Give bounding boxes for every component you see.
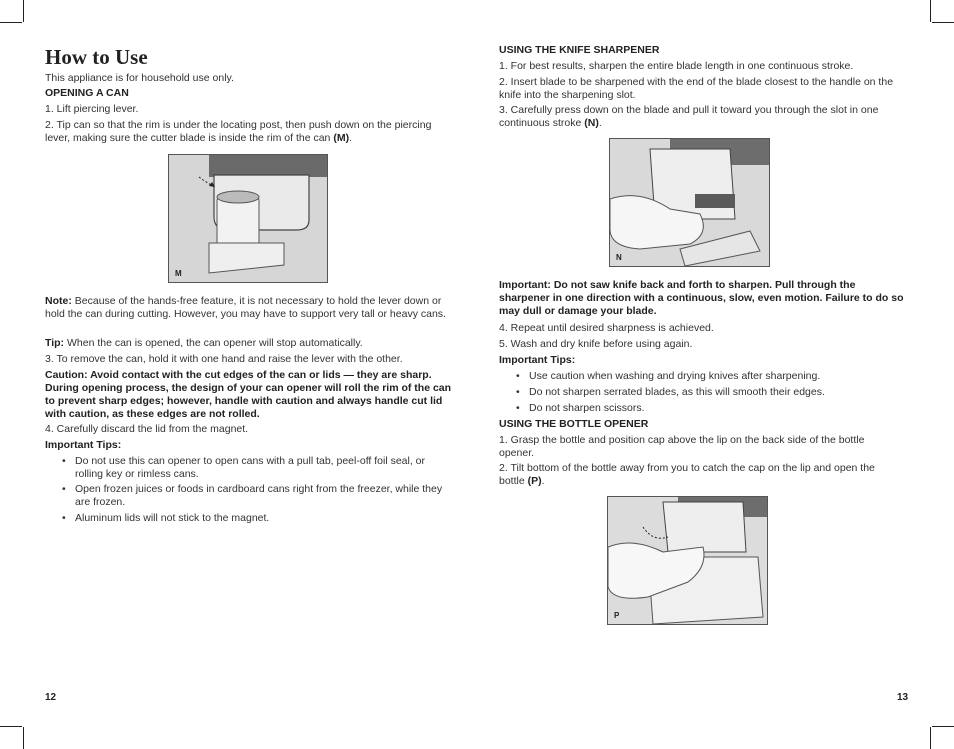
bottle-step-2: 2. Tilt bottom of the bottle away from you to catch the cap on the lip and open the bottle (P).	[499, 462, 875, 487]
tip-item: • Do not sharpen serrated blades, as this will smooth their edges.	[516, 386, 825, 398]
figure-ref-m: (M)	[333, 132, 350, 144]
crop-mark	[23, 727, 24, 749]
note	[45, 295, 455, 321]
figure-ref-p: (P)	[527, 475, 542, 487]
sharpener-step-3: 3. Carefully press down on the blade and pull it toward you through the slot in one continuous stroke (N).	[499, 104, 879, 129]
page-number-left: 12	[45, 692, 57, 703]
tip-item: • Use caution when washing and drying knives after sharpening.	[516, 370, 821, 382]
bottle-step-2-text: 2. Tilt bottom of the bottle away from you to catch the cap on the lip and open the bottle	[499, 462, 875, 487]
figure-p-image	[607, 496, 768, 625]
tip-item: • Do not use this can opener to open cans with a pull tab, peel-off foil seal, or rolling key or rimless cans.	[62, 455, 426, 480]
note-label: Note:	[45, 295, 72, 307]
caution-text: Caution: Avoid contact with the cut edges of the can or lids — they are sharp. During opening process, the design of your can opener will roll the rim of the can to prevent sharp edges; however, handle with caution and always handle cut lid with caution, as these edges are not rolled.	[45, 369, 452, 420]
crop-mark	[23, 0, 24, 22]
tip-item: • Aluminum lids will not stick to the magnet.	[62, 512, 270, 524]
section-heading-sharpener: USING THE KNIFE SHARPENER	[499, 44, 660, 56]
figure-m-image	[168, 154, 328, 283]
step-3: 3. To remove the can, hold it with one hand and raise the lever with the other.	[45, 353, 403, 365]
tip	[45, 337, 363, 350]
tips-heading: Important Tips:	[45, 439, 122, 451]
can-opener-illustration	[169, 155, 327, 282]
bottle-step-1: 1. Grasp the bottle and position cap above the lip on the back side of the bottle opener.	[499, 434, 865, 459]
crop-mark	[930, 727, 931, 749]
figure-label-p: P	[614, 611, 620, 620]
step-4: 4. Carefully discard the lid from the magnet.	[45, 423, 249, 435]
tip-item: • Do not sharpen scissors.	[516, 402, 645, 414]
crop-mark	[0, 22, 22, 23]
crop-mark	[930, 0, 931, 22]
crop-mark	[0, 726, 22, 727]
intro-text: This appliance is for household use only.	[45, 72, 234, 84]
sharpener-step-3-text: 3. Carefully press down on the blade and pull it toward you through the slot in one continuous stroke	[499, 104, 879, 129]
crop-mark	[932, 22, 954, 23]
tips-heading: Important Tips:	[499, 354, 576, 366]
figure-n-image	[609, 138, 770, 267]
crop-mark	[932, 726, 954, 727]
figure-label-n: N	[616, 253, 622, 262]
sharpener-step-2: 2. Insert blade to be sharpened with the end of the blade closest to the handle on the knife into the sharpening slot.	[499, 76, 894, 101]
knife-sharpener-illustration	[610, 139, 769, 266]
tip-label: Tip:	[45, 337, 65, 349]
step-2: 2. Tip can so that the rim is under the locating post, then push down on the piercing lever, making sure the cutter blade is inside the rim of the can (M).	[45, 119, 432, 144]
tip-text: When the can is opened, the can opener will stop automatically.	[66, 337, 363, 349]
step-2-text: 2. Tip can so that the rim is under the locating post, then push down on the piercing lever, making sure the cutter blade is inside the rim of the can	[45, 119, 432, 144]
section-heading-opening: OPENING A CAN	[45, 87, 129, 99]
page-number-right: 13	[897, 692, 909, 703]
bottle-opener-illustration	[608, 497, 767, 624]
figure-ref-n: (N)	[584, 117, 599, 129]
page-title: How to Use	[45, 45, 148, 69]
sharpener-step-1: 1. For best results, sharpen the entire blade length in one continuous stroke.	[499, 60, 854, 72]
step-1: 1. Lift piercing lever.	[45, 103, 139, 115]
sharpener-step-4: 4. Repeat until desired sharpness is achieved.	[499, 322, 714, 334]
sharpener-step-5: 5. Wash and dry knife before using again.	[499, 338, 693, 350]
tip-item: • Open frozen juices or foods in cardboard cans right from the freezer, while they are frozen.	[62, 483, 443, 508]
important-warning: Important: Do not saw knife back and forth to sharpen. Pull through the sharpener in one direction with a continuous, slow, even motion. Failure to do so may dull or damage your blade.	[499, 279, 904, 317]
note-text: Because of the hands-free feature, it is not necessary to hold the lever down or hold the can during cutting. However, you may have to support very tall or heavy cans.	[45, 295, 446, 320]
section-heading-bottle: USING THE BOTTLE OPENER	[499, 418, 649, 430]
figure-label-m: M	[175, 269, 182, 278]
